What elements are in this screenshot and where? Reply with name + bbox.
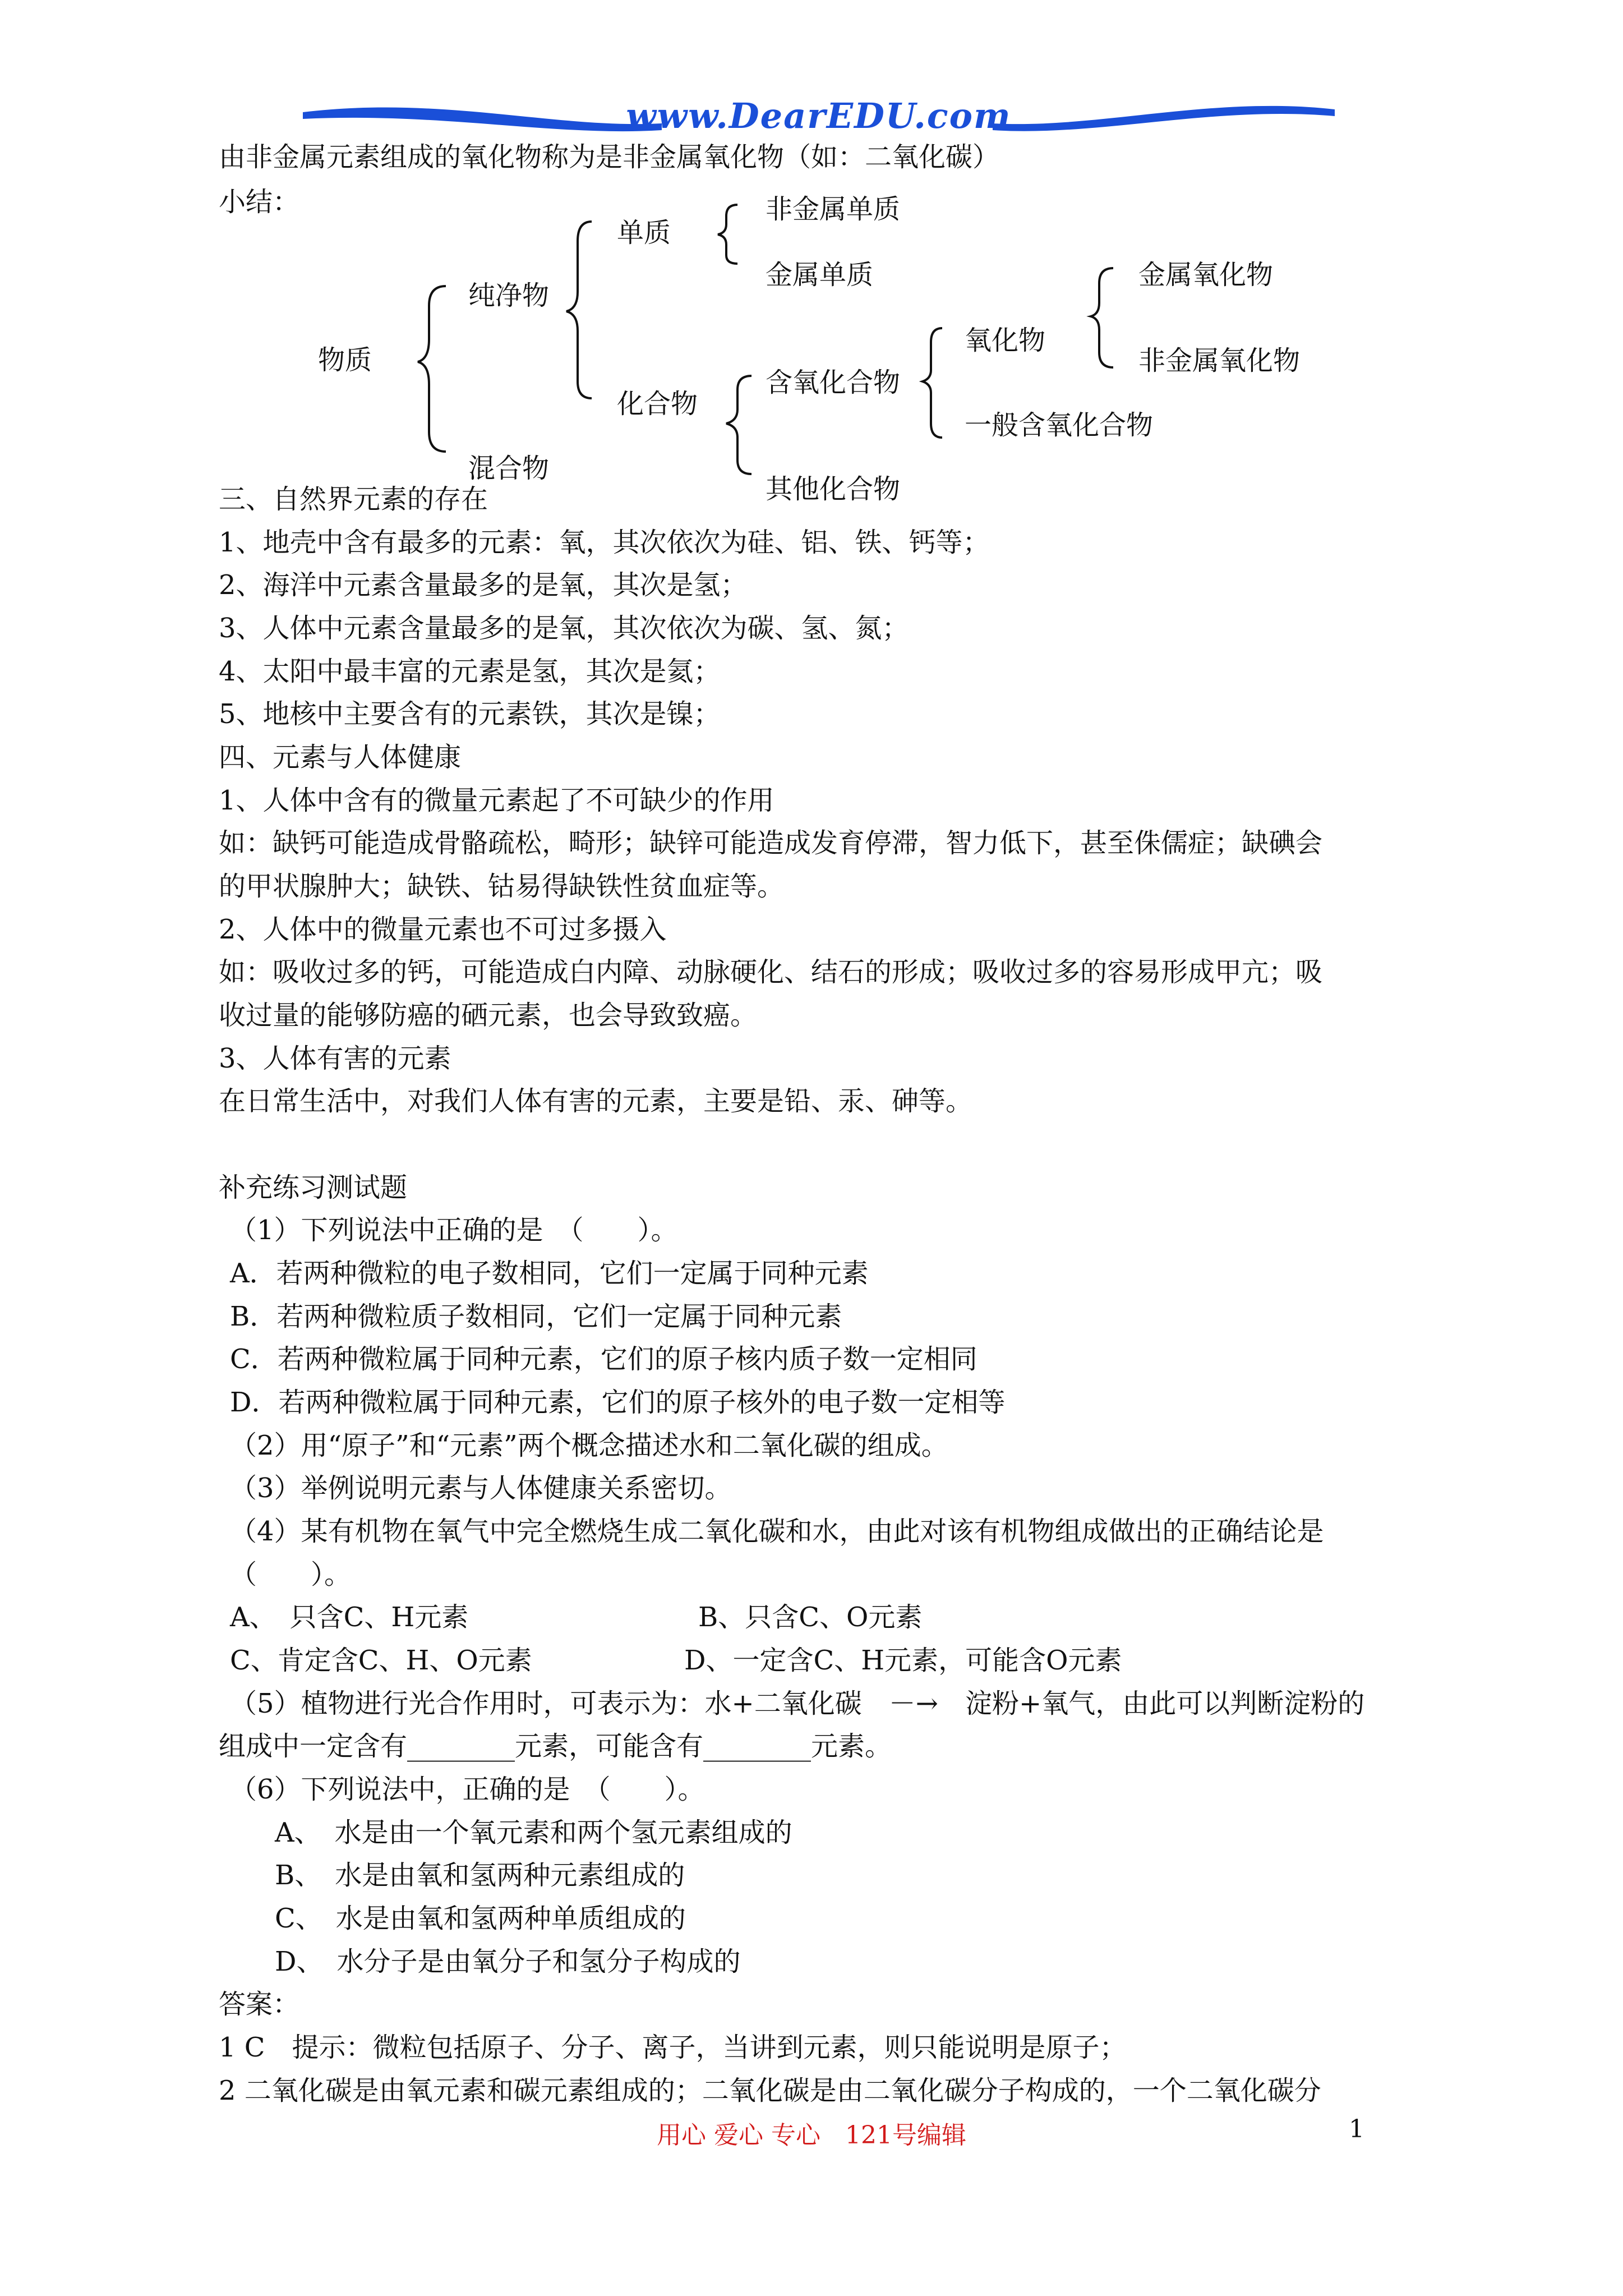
question-2: （2）用“原子”和“元素”两个概念描述水和二氧化碳的组成。 bbox=[230, 1430, 948, 1461]
question-6-option-d: D、 水分子是由氧分子和氢分子构成的 bbox=[275, 1946, 741, 1977]
question-4-option-d: D、一定含C、H元素，可能含O元素 bbox=[684, 1645, 1122, 1676]
tree-oxygen-compound: 含氧化合物 bbox=[766, 367, 901, 398]
tree-metal-oxide: 金属氧化物 bbox=[1138, 259, 1274, 291]
tree-element: 单质 bbox=[617, 217, 671, 249]
question-1-option-b: B．若两种微粒质子数相同，它们一定属于同种元素 bbox=[230, 1301, 842, 1332]
question-4-option-b: B、只含C、O元素 bbox=[698, 1602, 923, 1633]
tree-mixture: 混合物 bbox=[468, 453, 550, 484]
section3-item-2: 2、海洋中元素含量最多的是氧，其次是氢； bbox=[219, 569, 748, 601]
section4-p3-line1: 在日常生活中，对我们人体有害的元素，主要是铅、汞、砷等。 bbox=[219, 1085, 973, 1117]
question-3: （3）举例说明元素与人体健康关系密切。 bbox=[230, 1473, 732, 1504]
question-4-line1: （4）某有机物在氧气中完全燃烧生成二氧化碳和水，由此对该有机物组成做出的正确结论是 bbox=[230, 1516, 1324, 1547]
tree-nonmetal-element: 非金属单质 bbox=[766, 194, 901, 225]
section3-item-1: 1、地壳中含有最多的元素：氧，其次依次为硅、铝、铁、钙等； bbox=[219, 527, 990, 558]
answers-title: 答案： bbox=[219, 1989, 300, 2020]
section4-p2-line2: 收过量的能够防癌的硒元素，也会导致致癌。 bbox=[219, 1000, 758, 1031]
tree-root: 物质 bbox=[318, 344, 372, 376]
summary-label: 小结： bbox=[219, 186, 300, 218]
section4-p1-line1: 如：缺钙可能造成骨骼疏松，畸形；缺锌可能造成发育停滞，智力低下，甚至侏儒症；缺碘会 bbox=[219, 827, 1323, 859]
tree-compound: 化合物 bbox=[617, 388, 698, 420]
section4-title: 四、元素与人体健康 bbox=[219, 742, 462, 773]
question-1: （1）下列说法中正确的是 （ ）。 bbox=[230, 1214, 678, 1246]
tree-metal-element: 金属单质 bbox=[766, 259, 874, 291]
section4-p1-title: 1、人体中含有的微量元素起了不可缺少的作用 bbox=[219, 785, 774, 816]
section3-item-5: 5、地核中主要含有的元素铁，其次是镍； bbox=[219, 698, 721, 730]
exercises-title: 补充练习测试题 bbox=[219, 1172, 408, 1203]
classification-tree-braces bbox=[0, 0, 1623, 505]
question-6: （6）下列说法中，正确的是 （ ）。 bbox=[230, 1774, 705, 1805]
tree-other-compound: 其他化合物 bbox=[766, 473, 901, 505]
answer-1: 1 C 提示：微粒包括原子、分子、离子，当讲到元素，则只能说明是原子； bbox=[219, 2032, 1127, 2063]
question-6-option-c: C、 水是由氧和氢两种单质组成的 bbox=[275, 1903, 686, 1934]
tree-oxide: 氧化物 bbox=[965, 325, 1046, 356]
section3-item-3: 3、人体中元素含量最多的是氧，其次依次为碳、氢、氮； bbox=[219, 613, 909, 644]
question-1-option-c: C．若两种微粒属于同种元素，它们的原子核内质子数一定相同 bbox=[230, 1343, 978, 1375]
question-6-option-b: B、 水是由氧和氢两种元素组成的 bbox=[275, 1860, 685, 1891]
answer-2: 2 二氧化碳是由氧元素和碳元素组成的；二氧化碳是由二氧化碳分子构成的，一个二氧化碳分 bbox=[219, 2075, 1321, 2106]
section3-title: 三、自然界元素的存在 bbox=[219, 484, 488, 515]
tree-nonmetal-oxide: 非金属氧化物 bbox=[1138, 345, 1301, 376]
section3-item-4: 4、太阳中最丰富的元素是氢，其次是氦； bbox=[219, 656, 721, 687]
question-4-line2: （ ）。 bbox=[230, 1559, 352, 1590]
question-6-option-a: A、 水是由一个氧元素和两个氢元素组成的 bbox=[275, 1817, 792, 1848]
section4-p2-title: 2、人体中的微量元素也不可过多摄入 bbox=[219, 914, 667, 945]
question-5-line1: （5）植物进行光合作用时，可表示为：水+二氧化碳 －→ 淀粉+氧气，由此可以判断淀粉的 bbox=[230, 1688, 1365, 1719]
question-1-option-a: A．若两种微粒的电子数相同，它们一定属于同种元素 bbox=[230, 1258, 869, 1289]
question-5-line2: 组成中一定含有________元素，可能含有________元素。 bbox=[219, 1731, 892, 1762]
question-4-option-a: A、 只含C、H元素 bbox=[230, 1602, 469, 1633]
question-4-option-c: C、肯定含C、H、O元素 bbox=[230, 1645, 532, 1676]
page-number: 1 bbox=[1349, 2115, 1364, 2143]
page-footer: 用心 爱心 专心 121号编辑 bbox=[657, 2121, 966, 2150]
section4-p1-line2: 的甲状腺肿大；缺铁、钴易得缺铁性贫血症等。 bbox=[219, 871, 785, 902]
site-logo: www.DearEDU.com bbox=[626, 95, 1012, 136]
section4-p3-title: 3、人体有害的元素 bbox=[219, 1043, 451, 1074]
tree-general-oxygen-compound: 一般含氧化合物 bbox=[965, 409, 1154, 441]
question-1-option-d: D．若两种微粒属于同种元素，它们的原子核外的电子数一定相等 bbox=[230, 1387, 1006, 1418]
tree-pure: 纯净物 bbox=[468, 280, 550, 311]
intro-line: 由非金属元素组成的氧化物称为是非金属氧化物（如：二氧化碳） bbox=[219, 141, 1000, 173]
section4-p2-line1: 如：吸收过多的钙，可能造成白内障、动脉硬化、结石的形成；吸收过多的容易形成甲亢；吸 bbox=[219, 956, 1323, 988]
